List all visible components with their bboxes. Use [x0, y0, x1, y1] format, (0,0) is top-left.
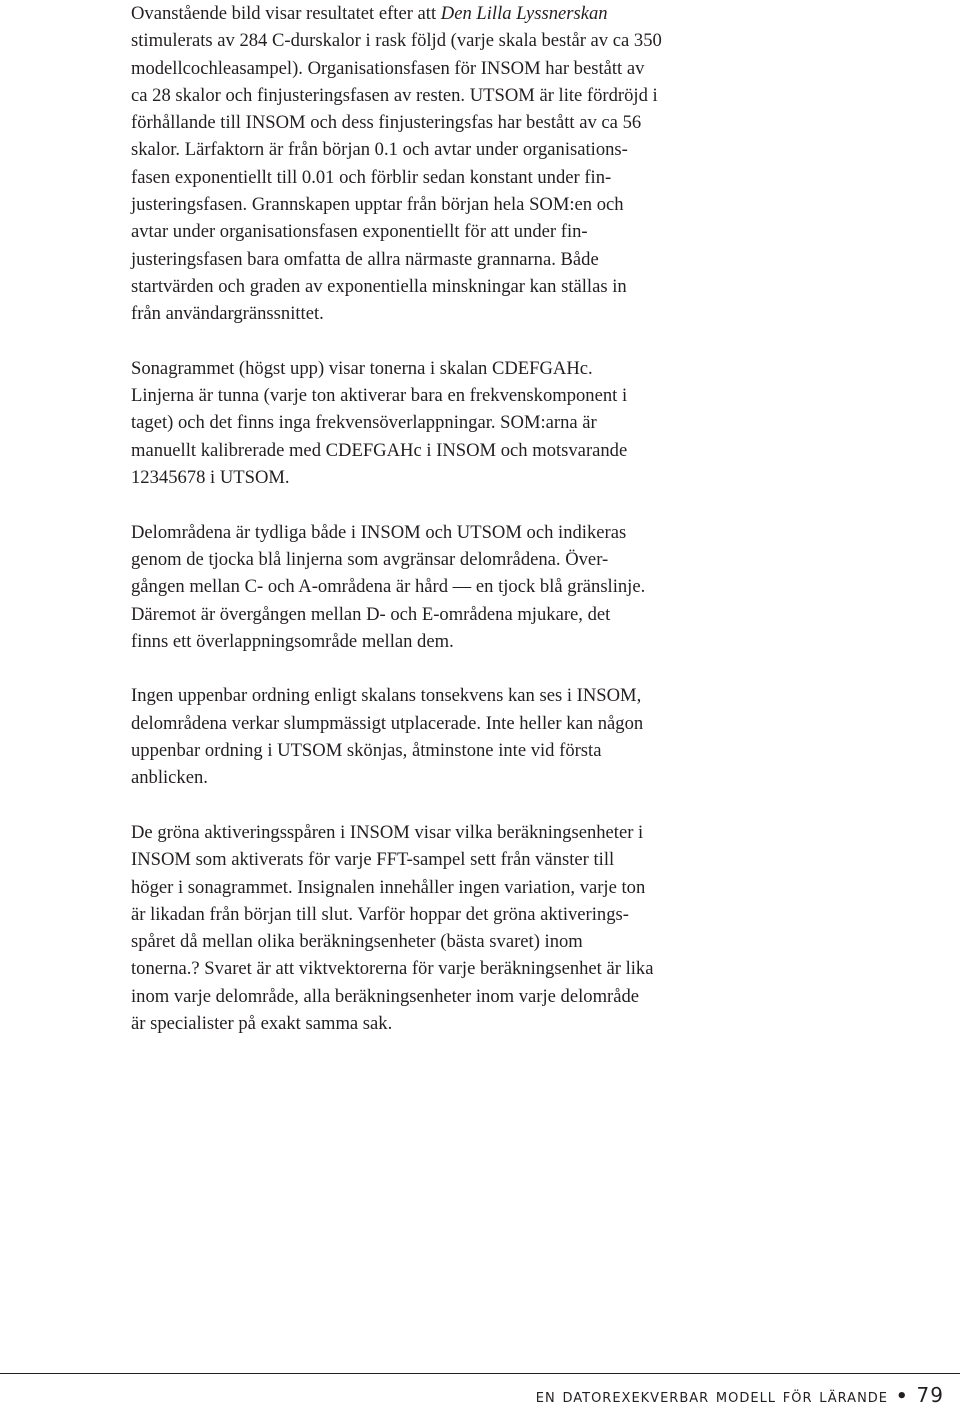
text-line: Däremot är övergången mellan D- och E-områdena mjukare, det [131, 603, 611, 625]
text-line: från användargränssnittet. [131, 303, 324, 325]
paragraph [131, 519, 731, 655]
text-line: manuellt kalibrerade med CDEFGAHc i INSOM och motsvarande [131, 439, 628, 461]
paragraph [131, 0, 731, 328]
text-line: taget) och det finns inga frekvensöverlappningar. SOM:arna är [131, 412, 597, 434]
page-number: 79 [916, 1383, 944, 1407]
text-line: ca 28 skalor och finjusteringsfasen av resten. UTSOM är lite fördröjd i [131, 84, 658, 106]
text-line: Delområdena är tydliga både i INSOM och UTSOM och indikeras [131, 521, 627, 543]
text-line: höger i sonagrammet. Insignalen innehåller ingen variation, varje ton [131, 876, 646, 898]
text-line: justeringsfasen bara omfatta de allra närmaste grannarna. Både [131, 248, 599, 270]
body-text [131, 0, 731, 1065]
text-line: tonerna.? Svaret är att viktvektorerna för varje beräkningsenhet är lika [131, 958, 654, 980]
paragraph [131, 355, 731, 491]
running-title: en datorexekverbar modell för lärande [535, 1386, 889, 1407]
paragraph [131, 819, 731, 1037]
footer-rule [0, 1373, 960, 1374]
text-line: stimulerats av 284 C-durskalor i rask följd (varje skala består av ca 350 [131, 30, 662, 52]
text-line: Ingen uppenbar ordning enligt skalans tonsekvens kan ses i INSOM, [131, 685, 642, 707]
text-line: modellcochleasampel). Organisationsfasen för INSOM har bestått av [131, 57, 645, 79]
text-line: startvärden och graden av exponentiella minskningar kan ställas in [131, 275, 627, 297]
text-line: INSOM som aktiverats för varje FFT-sampel sett från vänster till [131, 849, 615, 871]
text-line: gången mellan C- och A-områdena är hård — en tjock blå gränslinje. [131, 576, 646, 598]
text-line: inom varje delområde, alla beräkningsenheter inom varje delområde [131, 985, 640, 1007]
text-line: anblicken. [131, 767, 208, 789]
text-line: är specialister på exakt samma sak. [131, 1012, 393, 1034]
text-line: är likadan från början till slut. Varför hoppar det gröna aktiverings- [131, 903, 629, 925]
bullet-separator: • [896, 1386, 909, 1407]
text-line: Ovanstående bild visar resultatet efter att Den Lilla Lyssnerskan [131, 3, 608, 24]
text-line: uppenbar ordning i UTSOM skönjas, åtminstone inte vid första [131, 740, 602, 762]
book-title: Den Lilla Lyssnerskan [440, 3, 608, 24]
text-line: delområdena verkar slumpmässigt utplacerade. Inte heller kan någon [131, 712, 644, 734]
text-line: 12345678 i UTSOM. [131, 467, 290, 489]
text-line: justeringsfasen. Grannskapen upptar från början hela SOM:en och [131, 194, 624, 216]
text-line: förhållande till INSOM och dess finjusteringsfas har bestått av ca 56 [131, 112, 642, 134]
text-line: skalor. Lärfaktorn är från början 0.1 och avtar under organisations- [131, 139, 628, 161]
paragraph [131, 682, 731, 791]
text-line: De gröna aktiveringsspåren i INSOM visar vilka beräkningsenheter i [131, 821, 644, 843]
text-line: genom de tjocka blå linjerna som avgränsar delområdena. Över- [131, 548, 609, 570]
text-line: finns ett överlappningsområde mellan dem. [131, 630, 454, 652]
text-line: fasen exponentiellt till 0.01 och förblir sedan konstant under fin- [131, 166, 612, 188]
text-line: Linjerna är tunna (varje ton aktiverar bara en frekvenskomponent i [131, 385, 628, 407]
running-footer [536, 1383, 944, 1409]
text-line: avtar under organisationsfasen exponentiellt för att under fin- [131, 221, 588, 243]
text-line: Sonagrammet (högst upp) visar tonerna i skalan CDEFGAHc. [131, 357, 593, 379]
text-line: spåret då mellan olika beräkningsenheter (bästa svaret) inom [131, 931, 583, 953]
